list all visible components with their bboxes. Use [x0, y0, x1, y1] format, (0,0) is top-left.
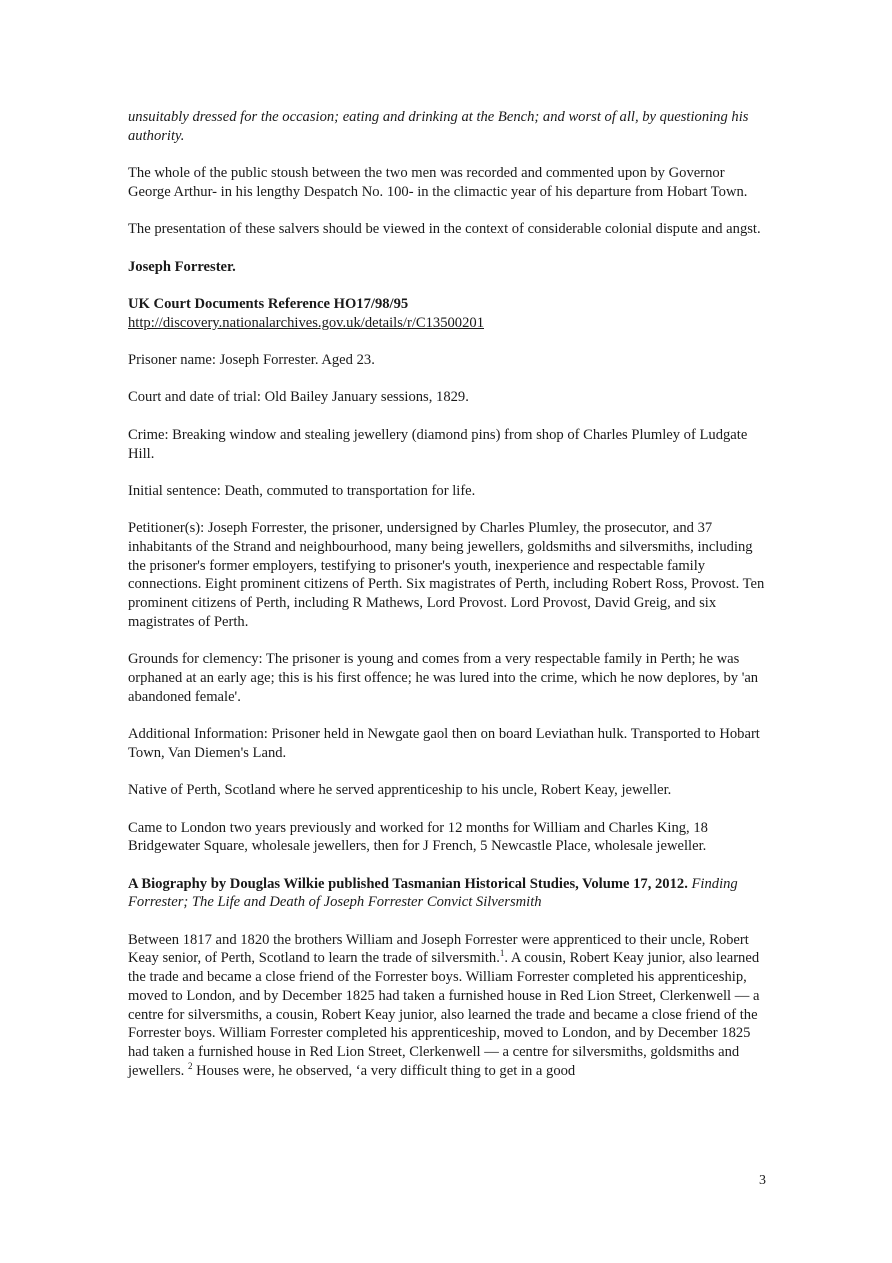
biography-text-part-2: . A cousin, Robert Keay junior, also learned the trade and became a close friend of the Forrester boys. William Forrester completed his apprenticeship, moved to London, and by December 1825 had taken a furnished house in Red Lion Street, Clerkenwell — a centre for silversmiths, a cousin, Robert Keay junior, also learned the trade and became a close friend of the Forrester boys. William Forrester completed his apprenticeship, moved to London, and by December 1825 had taken a furnished house in Red Lion Street, Clerkenwell — a centre for silversmiths, goldsmiths and jewellers. [128, 950, 760, 1079]
document-body [128, 108, 770, 1099]
petitioners: Petitioner(s): Joseph Forrester, the prisoner, undersigned by Charles Plumley, the prosecutor, and 37 inhabitants of the Strand and neighbourhood, many being jewellers, goldsmiths and silversmiths, including the prisoner's former employers, testifying to prisoner's youth, inexperience and respectable family connections. Eight prominent citizens of Perth. Six magistrates of Perth, including Robert Ross, Provost. Ten prominent citizens of Perth, including R Mathews, Lord Provost. Lord Provost, David Greig, and six magistrates of Perth. [128, 520, 765, 630]
biography-text [128, 931, 770, 1081]
biography-title: Finding Forrester; The Life and Death of Joseph Forrester Convict Silversmith [128, 875, 738, 911]
court-reference-block [128, 295, 770, 332]
national-archives-link[interactable]: http://discovery.nationalarchives.gov.uk/details/r/C13500201 [128, 314, 484, 331]
additional-information: Additional Information: Prisoner held in Newgate gaol then on board Leviathan hulk. Transported to Hobart Town, Van Diemen's Land. [128, 726, 760, 761]
heading-court-documents: UK Court Documents Reference HO17/98/95 [128, 295, 409, 312]
biography-heading: A Biography by Douglas Wilkie published Tasmanian Historical Studies, Volume 17, 2012. [128, 875, 688, 892]
crime-description: Crime: Breaking window and stealing jewellery (diamond pins) from shop of Charles Plumley of Ludgate Hill. [128, 426, 748, 462]
biography-text-part-3: Houses were, he observed, ‘a very difficult thing to get in a good [196, 1062, 576, 1079]
page-number: 3 [759, 1173, 766, 1188]
footnote-marker-2[interactable]: 2 [187, 1060, 193, 1071]
biography-reference [128, 875, 770, 912]
came-to-london: Came to London two years previously and worked for 12 months for William and Charles King, 18 Bridgewater Square, wholesale jewellers, then for J French, 5 Newcastle Place, wholesale jeweller. [128, 819, 708, 855]
paragraph-authority: unsuitably dressed for the occasion; eating and drinking at the Bench; and worst of all, by questioning his authority. [128, 109, 749, 144]
biography-text-part-1: Between 1817 and 1820 the brothers William and Joseph Forrester were apprenticed to their uncle, Robert Keay senior, of Perth, Scotland to learn the trade of silversmith. [128, 931, 749, 967]
paragraph-salvers: The presentation of these salvers should be viewed in the context of considerable colonial dispute and angst. [128, 221, 761, 238]
court-date: Court and date of trial: Old Bailey January sessions, 1829. [128, 389, 469, 406]
prisoner-name: Prisoner name: Joseph Forrester. Aged 23. [128, 352, 375, 369]
footnote-marker-1[interactable]: 1 [499, 948, 505, 959]
heading-joseph-forrester: Joseph Forrester. [128, 258, 236, 275]
grounds-for-clemency: Grounds for clemency: The prisoner is young and comes from a very respectable family in Perth; he was orphaned at an early age; this is his first offence; he was lured into the crime, which he now deplores, by 'an abandoned female'. [128, 651, 759, 705]
paragraph-stoush: The whole of the public stoush between the two men was recorded and commented upon by Governor George Arthur- in his lengthy Despatch No. 100- in the climactic year of his departure from Hobart Town. [128, 165, 748, 200]
initial-sentence: Initial sentence: Death, commuted to transportation for life. [128, 482, 476, 499]
native-of-perth: Native of Perth, Scotland where he served apprenticeship to his uncle, Robert Keay, jeweller. [128, 782, 672, 799]
